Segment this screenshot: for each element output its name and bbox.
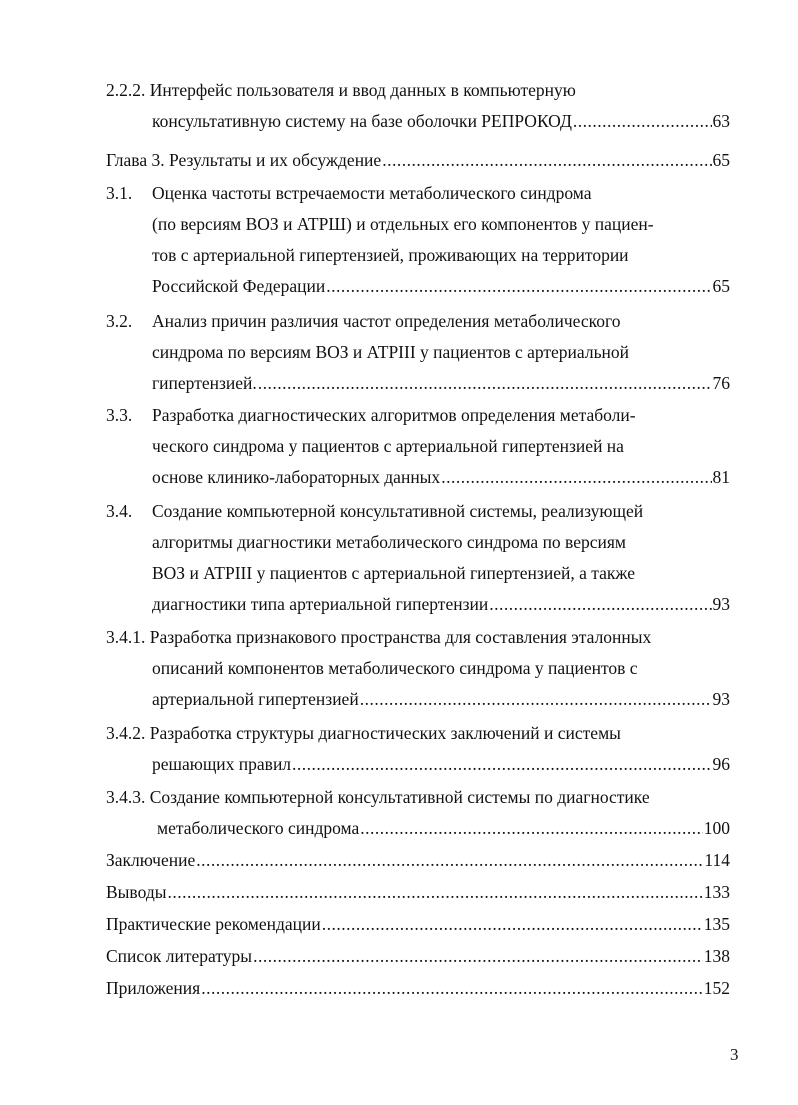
toc-section-title: Заключение: [106, 850, 196, 870]
toc-entry-3-2-number: 3.2.: [106, 311, 133, 331]
toc-entry-2-2-2: [152, 110, 730, 132]
leader-dots: [253, 945, 703, 967]
toc-entry-3-3-line3: основе клинико-лабораторных данных: [152, 467, 441, 487]
leader-dots: [360, 688, 712, 710]
toc-page-number: 135: [703, 914, 730, 934]
toc-entry-3-4-1-line3: артериальной гипертензией: [152, 689, 359, 709]
toc-entry-3-4-line1: Создание компьютерной консультативной системы, реализующей: [152, 501, 644, 521]
toc-entry-2-2-2-line1: 2.2.2. Интерфейс пользователя и ввод данных в компьютерную: [106, 80, 576, 100]
toc-entry-3-3: [152, 466, 730, 488]
toc-entry-chapter-3: [106, 149, 730, 171]
leader-dots: [326, 275, 711, 297]
toc-entry-3-4: [152, 593, 730, 615]
toc-entry-3-4-3: [157, 817, 730, 839]
leader-dots: [382, 149, 711, 171]
leader-dots: [196, 849, 703, 871]
toc-entry-3-2-line3: гипертензией.: [152, 373, 257, 393]
toc-page-number: 114: [704, 850, 730, 870]
toc-page-number: 93: [712, 594, 730, 614]
toc-entry-3-1-line2: (по версиям ВОЗ и АТРШ) и отдельных его компонентов у пациен-: [152, 214, 654, 234]
toc-entry-3-4-1: [152, 688, 730, 710]
toc-entry-3-3-number: 3.3.: [106, 405, 133, 425]
toc-entry-appendices: [106, 977, 730, 999]
toc-entry-3-1-line1: Оценка частоты встречаемости метаболического синдрома: [152, 183, 592, 203]
toc-section-title: Приложения: [106, 978, 201, 998]
leader-dots: [258, 372, 712, 394]
toc-entry-3-1-number: 3.1.: [106, 183, 133, 203]
page-number: 3: [730, 1045, 739, 1064]
toc-page-number: 138: [703, 946, 730, 966]
toc-entry-3-1-line3: тов с артериальной гипертензией, проживающих на территории: [152, 245, 629, 265]
toc-entry-3-4-3-line1: 3.4.3. Создание компьютерной консультативной системы по диагностике: [106, 787, 650, 807]
toc-entry-3-4-line3: ВОЗ и АТРIII у пациентов с артериальной гипертензией, а также: [152, 563, 635, 583]
toc-entry-3-3-line1: Разработка диагностических алгоритмов определения метаболи-: [152, 405, 636, 425]
leader-dots: [167, 881, 702, 903]
toc-entry-3-2-line2: синдрома по версиям ВОЗ и АТРIII у пациентов с артериальной: [152, 342, 630, 362]
leader-dots: [441, 466, 711, 488]
toc-page-number: 76: [712, 373, 730, 393]
toc-section-title: Список литературы: [106, 946, 253, 966]
toc-entry-conclusion: [106, 849, 730, 871]
toc-page-number: 65: [712, 276, 730, 296]
toc-section-title: Практические рекомендации: [106, 914, 321, 934]
toc-entry-3-4-line2: алгоритмы диагностики метаболического синдрома по версиям: [152, 532, 626, 552]
toc-entry-3-4-1-line2: описаний компонентов метаболического синдрома у пациентов с: [152, 658, 638, 678]
toc-entry-3-4-line4: диагностики типа артериальной гипертензии: [152, 594, 489, 614]
toc-entry-3-2-line1: Анализ причин различия частот определения метаболического: [152, 311, 621, 331]
toc-page-number: 63: [712, 111, 730, 131]
toc-entry-references: [106, 945, 730, 967]
leader-dots: [573, 110, 712, 132]
toc-entry-2-2-2-line2: консультативную систему на базе оболочки РЕПРОКОД: [152, 111, 572, 131]
toc-page-number: 100: [703, 818, 730, 838]
toc-entry-3-4-2: [152, 753, 730, 775]
toc-page-number: 93: [712, 689, 730, 709]
toc-page-number: 81: [712, 467, 730, 487]
toc-entry-3-4-number: 3.4.: [106, 501, 133, 521]
toc-page-number: 152: [703, 978, 730, 998]
toc-page-number: 96: [712, 754, 730, 774]
toc-section-title: Выводы: [106, 882, 167, 902]
toc-page-number: 65: [712, 150, 730, 170]
toc-entry-recommendations: [106, 913, 730, 935]
leader-dots: [201, 977, 703, 999]
leader-dots: [292, 753, 711, 775]
toc-entry-3-3-line2: ческого синдрома у пациентов с артериальной гипертензией на: [152, 436, 624, 456]
toc-entry-3-4-1-line1: 3.4.1. Разработка признакового пространства для составления эталонных: [106, 627, 652, 647]
toc-entry-3-4-2-line1: 3.4.2. Разработка структуры диагностических заключений и системы: [106, 723, 621, 743]
leader-dots: [322, 913, 703, 935]
toc-entry-3-1-line4: Российской Федерации: [152, 276, 326, 296]
toc-entry-3-1: [152, 275, 730, 297]
toc-page-number: 133: [703, 882, 730, 902]
toc-entry-3-4-2-line2: решающих правил: [152, 754, 292, 774]
toc-entry-findings: [106, 881, 730, 903]
toc-entry-3-2: [152, 372, 730, 394]
toc-entry-3-4-3-line2: метаболического синдрома: [157, 818, 360, 838]
leader-dots: [489, 593, 711, 615]
toc-chapter-title: Глава 3. Результаты и их обсуждение: [106, 150, 382, 170]
leader-dots: [360, 817, 702, 839]
